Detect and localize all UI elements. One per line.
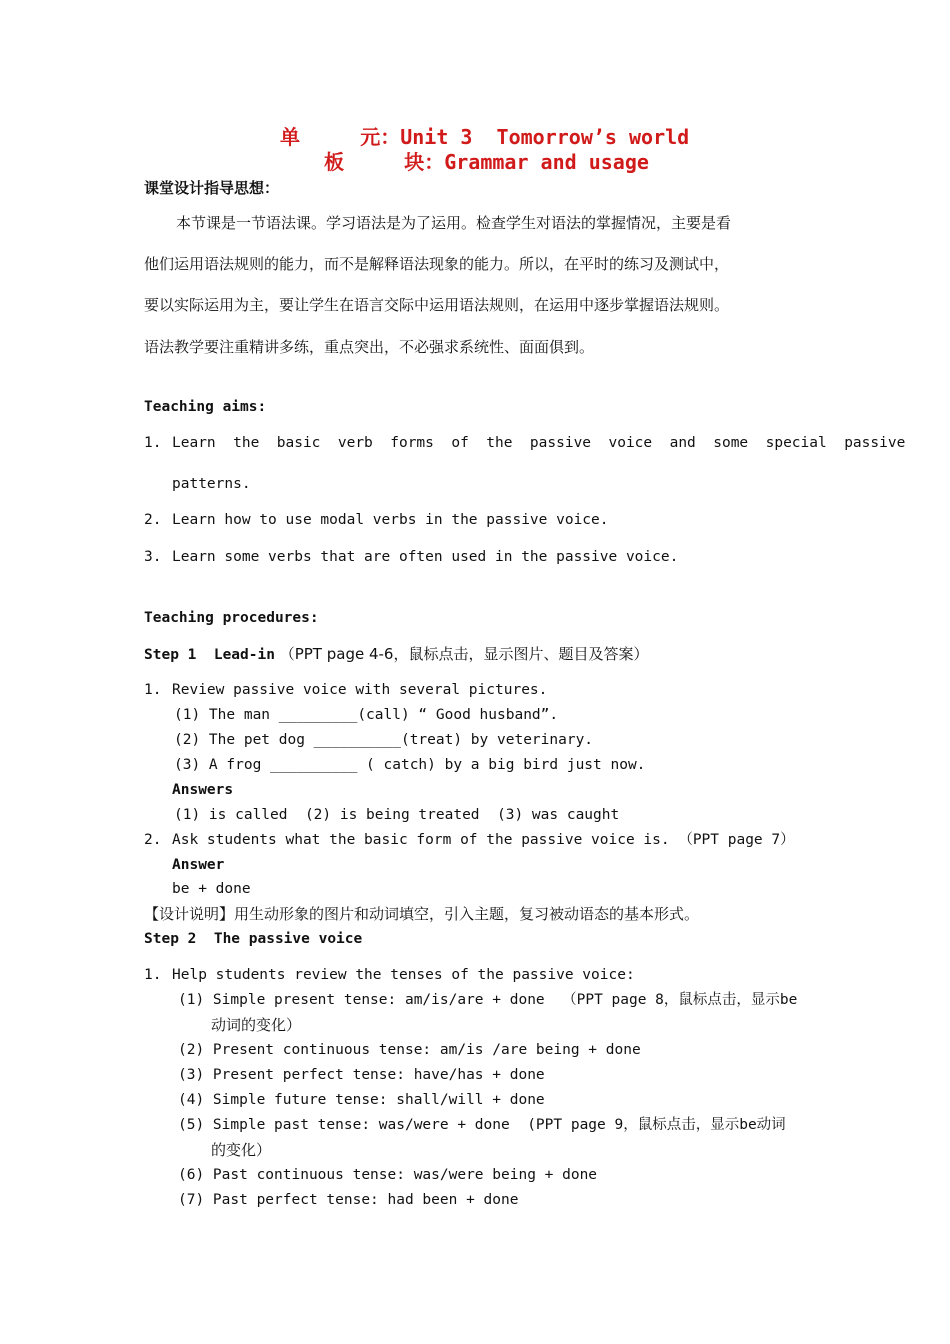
unit-title: 单 元：Unit 3 Tomorrow’s world: [280, 125, 690, 149]
step2-item-text: Help students review the tenses of the passive voice:: [172, 967, 635, 983]
tense-item: (5) Simple past tense: was/were + done (PPT page 9，鼠标点击，显示be动词: [178, 1117, 786, 1133]
step1-title: Step 1 Lead-in: [144, 647, 275, 663]
aim-text: Learn some verbs that are often used in the passive voice.: [172, 549, 679, 565]
design-paragraph-line: 要以实际运用为主，要让学生在语言交际中运用语法规则，在运用中逐步掌握语法规则。: [144, 296, 730, 314]
step1-item-number: 2.: [144, 832, 162, 848]
procedures-heading: Teaching procedures:: [144, 610, 319, 626]
step1-item-text: Review passive voice with several pictures.: [172, 682, 548, 698]
design-paragraph-line: 语法教学要注重精讲多练，重点突出，不必强求系统性、面面俱到。: [144, 338, 595, 356]
exercise-question: (2) The pet dog __________(treat) by veterinary.: [174, 732, 594, 748]
step1-item-text: Ask students what the basic form of the passive voice is. （PPT page 7）: [172, 832, 795, 848]
tense-item: (6) Past continuous tense: was/were being + done: [178, 1167, 598, 1183]
step2-item-number: 1.: [144, 967, 162, 983]
exercise-question: (1) The man _________(call) “ Good husband”.: [174, 707, 559, 723]
tense-item-cont: 动词的变化）: [211, 1016, 302, 1034]
answers-text: (1) is called (2) is being treated (3) was caught: [174, 807, 620, 823]
aim-text: Learn how to use modal verbs in the passive voice.: [172, 512, 609, 528]
tense-item: (3) Present perfect tense: have/has + done: [178, 1067, 545, 1083]
tense-item: (4) Simple future tense: shall/will + done: [178, 1092, 545, 1108]
answers-label: Answers: [172, 782, 234, 798]
section-title: 板 块：Grammar and usage: [324, 150, 649, 174]
tense-item-cont: 的变化）: [211, 1141, 272, 1159]
step1-item-number: 1.: [144, 682, 162, 698]
tense-item: (2) Present continuous tense: am/is /are being + done: [178, 1042, 641, 1058]
answer-label: Answer: [172, 857, 225, 873]
step1-heading: [144, 644, 648, 665]
tense-item: (1) Simple present tense: am/is/are + done （PPT page 8，鼠标点击，显示be: [178, 992, 798, 1008]
aim-text-cont: patterns.: [172, 476, 251, 492]
step1-note: （PPT page 4-6，鼠标点击，显示图片、题目及答案）: [274, 645, 649, 663]
design-paragraph-line: 他们运用语法规则的能力，而不是解释语法现象的能力。所以，在平时的练习及测试中，: [144, 255, 730, 273]
step2-heading: Step 2 The passive voice: [144, 931, 363, 947]
aim-text: Learn the basic verb forms of the passive voice and some special passive: [172, 435, 906, 451]
aim-number: 2.: [144, 512, 162, 528]
aims-heading: Teaching aims:: [144, 399, 267, 415]
exercise-question: (3) A frog __________ ( catch) by a big bird just now.: [174, 757, 646, 773]
answer-text: be + done: [172, 881, 251, 897]
design-paragraph-line: 本节课是一节语法课。学习语法是为了运用。检查学生对语法的掌握情况，主要是看: [176, 214, 732, 232]
design-note: 【设计说明】用生动形象的图片和动词填空，引入主题，复习被动语态的基本形式。: [144, 905, 700, 923]
design-heading: 课堂设计指导思想：: [144, 179, 280, 197]
tense-item: (7) Past perfect tense: had been + done: [178, 1192, 519, 1208]
aim-number: 3.: [144, 549, 162, 565]
aim-number: 1.: [144, 435, 162, 451]
